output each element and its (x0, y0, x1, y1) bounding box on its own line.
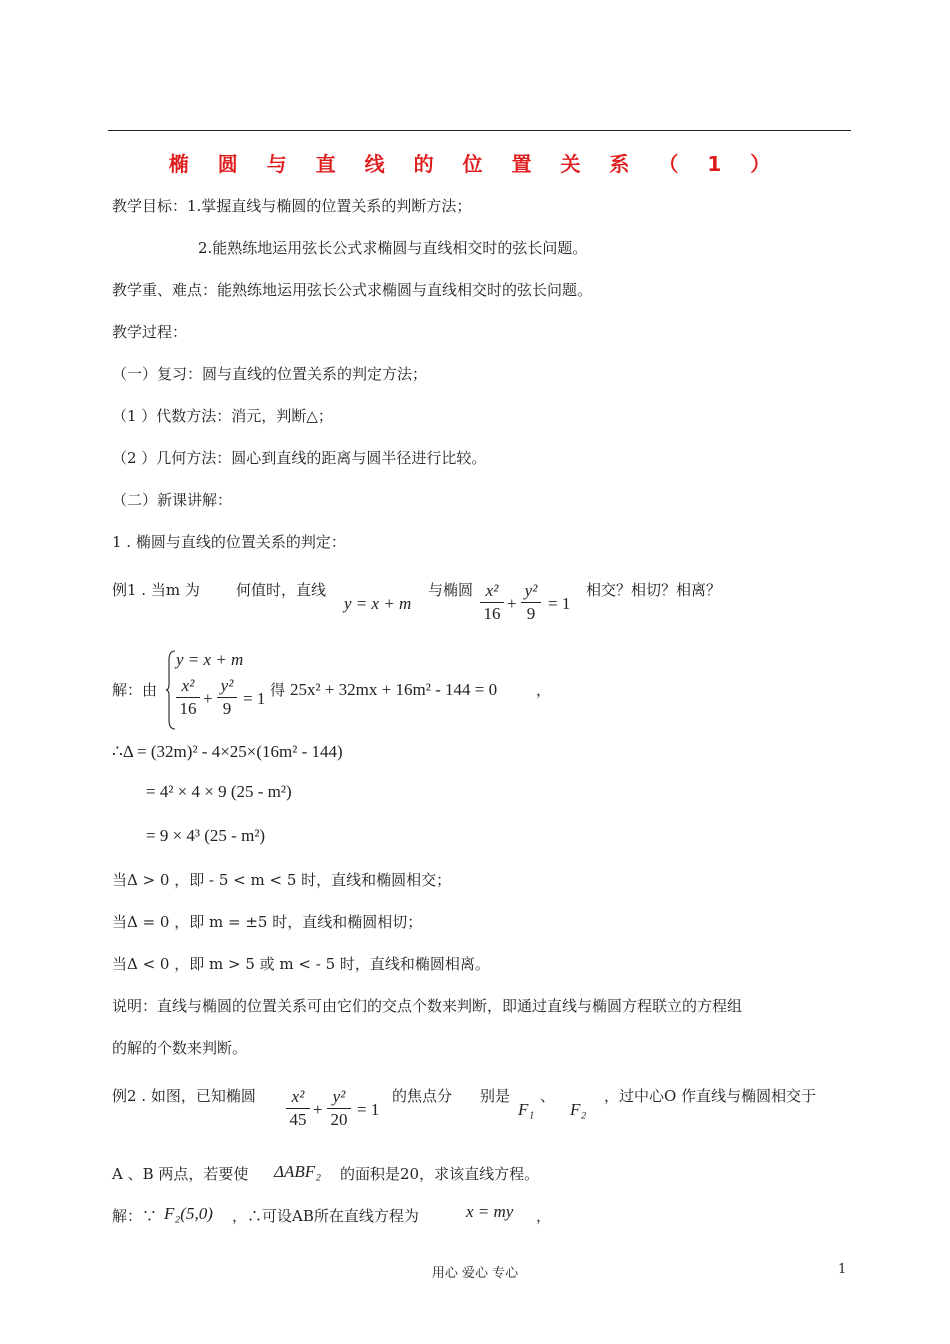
geometric-method: （2 ）几何方法：圆心到直线的距离与圆半径进行比较。 (112, 449, 487, 467)
new-lesson-heading: （二）新课讲解： (112, 491, 233, 509)
solution-2-text: ，∴可设AB所在直线方程为 (232, 1207, 419, 1225)
example-2-plus: + (313, 1100, 323, 1119)
example-2-fraction-x: x² 45 (286, 1087, 310, 1130)
focus-f1: F₁ (518, 1100, 535, 1119)
solution-get: 得 (270, 681, 286, 699)
example-2-comma: 、 (540, 1087, 556, 1105)
section-1-heading: 1 . 椭圆与直线的位置关系的判定： (112, 533, 346, 551)
solution-2-comma: ， (536, 1207, 552, 1225)
solution-2-label: 解：∵ (112, 1207, 158, 1225)
example-2-text-2: 别是 (480, 1087, 511, 1105)
example-2-condition: A 、B 两点，若要使 (112, 1165, 249, 1183)
example-2-text-1: 的焦点分 (392, 1087, 453, 1105)
teaching-goal-1: 教学目标：1.掌握直线与椭圆的位置关系的判断方法； (112, 197, 472, 215)
example-1-text-2: 与椭圆 (428, 581, 474, 599)
footer-slogan: 用心 爱心 专心 (431, 1266, 519, 1281)
solution-label: 解：由 (112, 681, 158, 699)
system-equals-one: = 1 (243, 689, 266, 708)
example-2-text-3: ，过中心O 作直线与椭圆相交于 (604, 1087, 817, 1105)
discriminant-line-2: = 4² × 4 × 9 (25 - m²) (146, 782, 292, 801)
process-heading: 教学过程： (112, 323, 188, 341)
system-plus: + (203, 689, 213, 708)
note-line-1: 说明：直线与椭圆的位置关系可由它们的交点个数来判断，即通过直线与椭圆方程联立的方程组 (112, 997, 743, 1015)
plus-sign: + (507, 594, 517, 613)
case-tangent: 当Δ = 0 ，即 m = ±5 时，直线和椭圆相切； (112, 913, 423, 931)
teaching-goal-2: 2.能熟练地运用弦长公式求椭圆与直线相交时的弦长问题。 (198, 239, 588, 257)
focus-f2: F₂ (570, 1100, 587, 1119)
equals-one: = 1 (548, 594, 571, 613)
example-1-question: 相交？相切？相离？ (586, 581, 722, 599)
discriminant-line-1: ∴Δ = (32m)² - 4×25×(16m² - 144) (112, 742, 343, 761)
case-intersect: 当Δ > 0 ，即 - 5 < m < 5 时，直线和椭圆相交； (112, 871, 452, 889)
system-line-eq: y = x + m (176, 650, 244, 669)
review-heading: （一）复习：圆与直线的位置关系的判定方法； (112, 365, 428, 383)
discriminant-line-3: = 9 × 4³ (25 - m²) (146, 826, 266, 845)
system-fraction-y: y² 9 (217, 676, 237, 719)
header-rule (108, 130, 851, 131)
example-2-fraction-y: y² 20 (327, 1087, 351, 1130)
note-line-2: 的解的个数来判断。 (112, 1039, 248, 1057)
ellipse-fraction-x: x² 16 (480, 581, 504, 624)
example-1-text: 何值时，直线 (236, 581, 327, 599)
page-number: 1 (838, 1262, 847, 1277)
line-equation: y = x + m (344, 594, 412, 613)
solution-comma: ， (536, 681, 552, 699)
system-brace (166, 650, 176, 730)
system-fraction-x: x² 16 (176, 676, 200, 719)
case-separate: 当Δ < 0 ，即 m > 5 或 m < - 5 时，直线和椭圆相离。 (112, 955, 490, 973)
focus-coordinates: F₂(5,0) (164, 1204, 213, 1223)
key-points: 教学重、难点：能熟练地运用弦长公式求椭圆与直线相交时的弦长问题。 (112, 281, 593, 299)
example-1-label: 例1 . 当m 为 (112, 581, 200, 599)
example-2-equals-one: = 1 (357, 1100, 380, 1119)
triangle-abf2: ΔABF₂ (274, 1162, 322, 1181)
ellipse-fraction-y: y² 9 (521, 581, 541, 624)
quadratic-equation: 25x² + 32mx + 16m² - 144 = 0 (290, 680, 498, 699)
example-2-label: 例2 . 如图，已知椭圆 (112, 1087, 256, 1105)
example-2-condition-2: 的面积是20，求该直线方程。 (340, 1165, 540, 1183)
line-x-my: x = my (466, 1202, 514, 1221)
algebraic-method: （1 ）代数方法：消元，判断△； (112, 407, 333, 425)
page-title: 椭 圆 与 直 线 的 位 置 关 系 （ 1 ） (168, 152, 782, 176)
